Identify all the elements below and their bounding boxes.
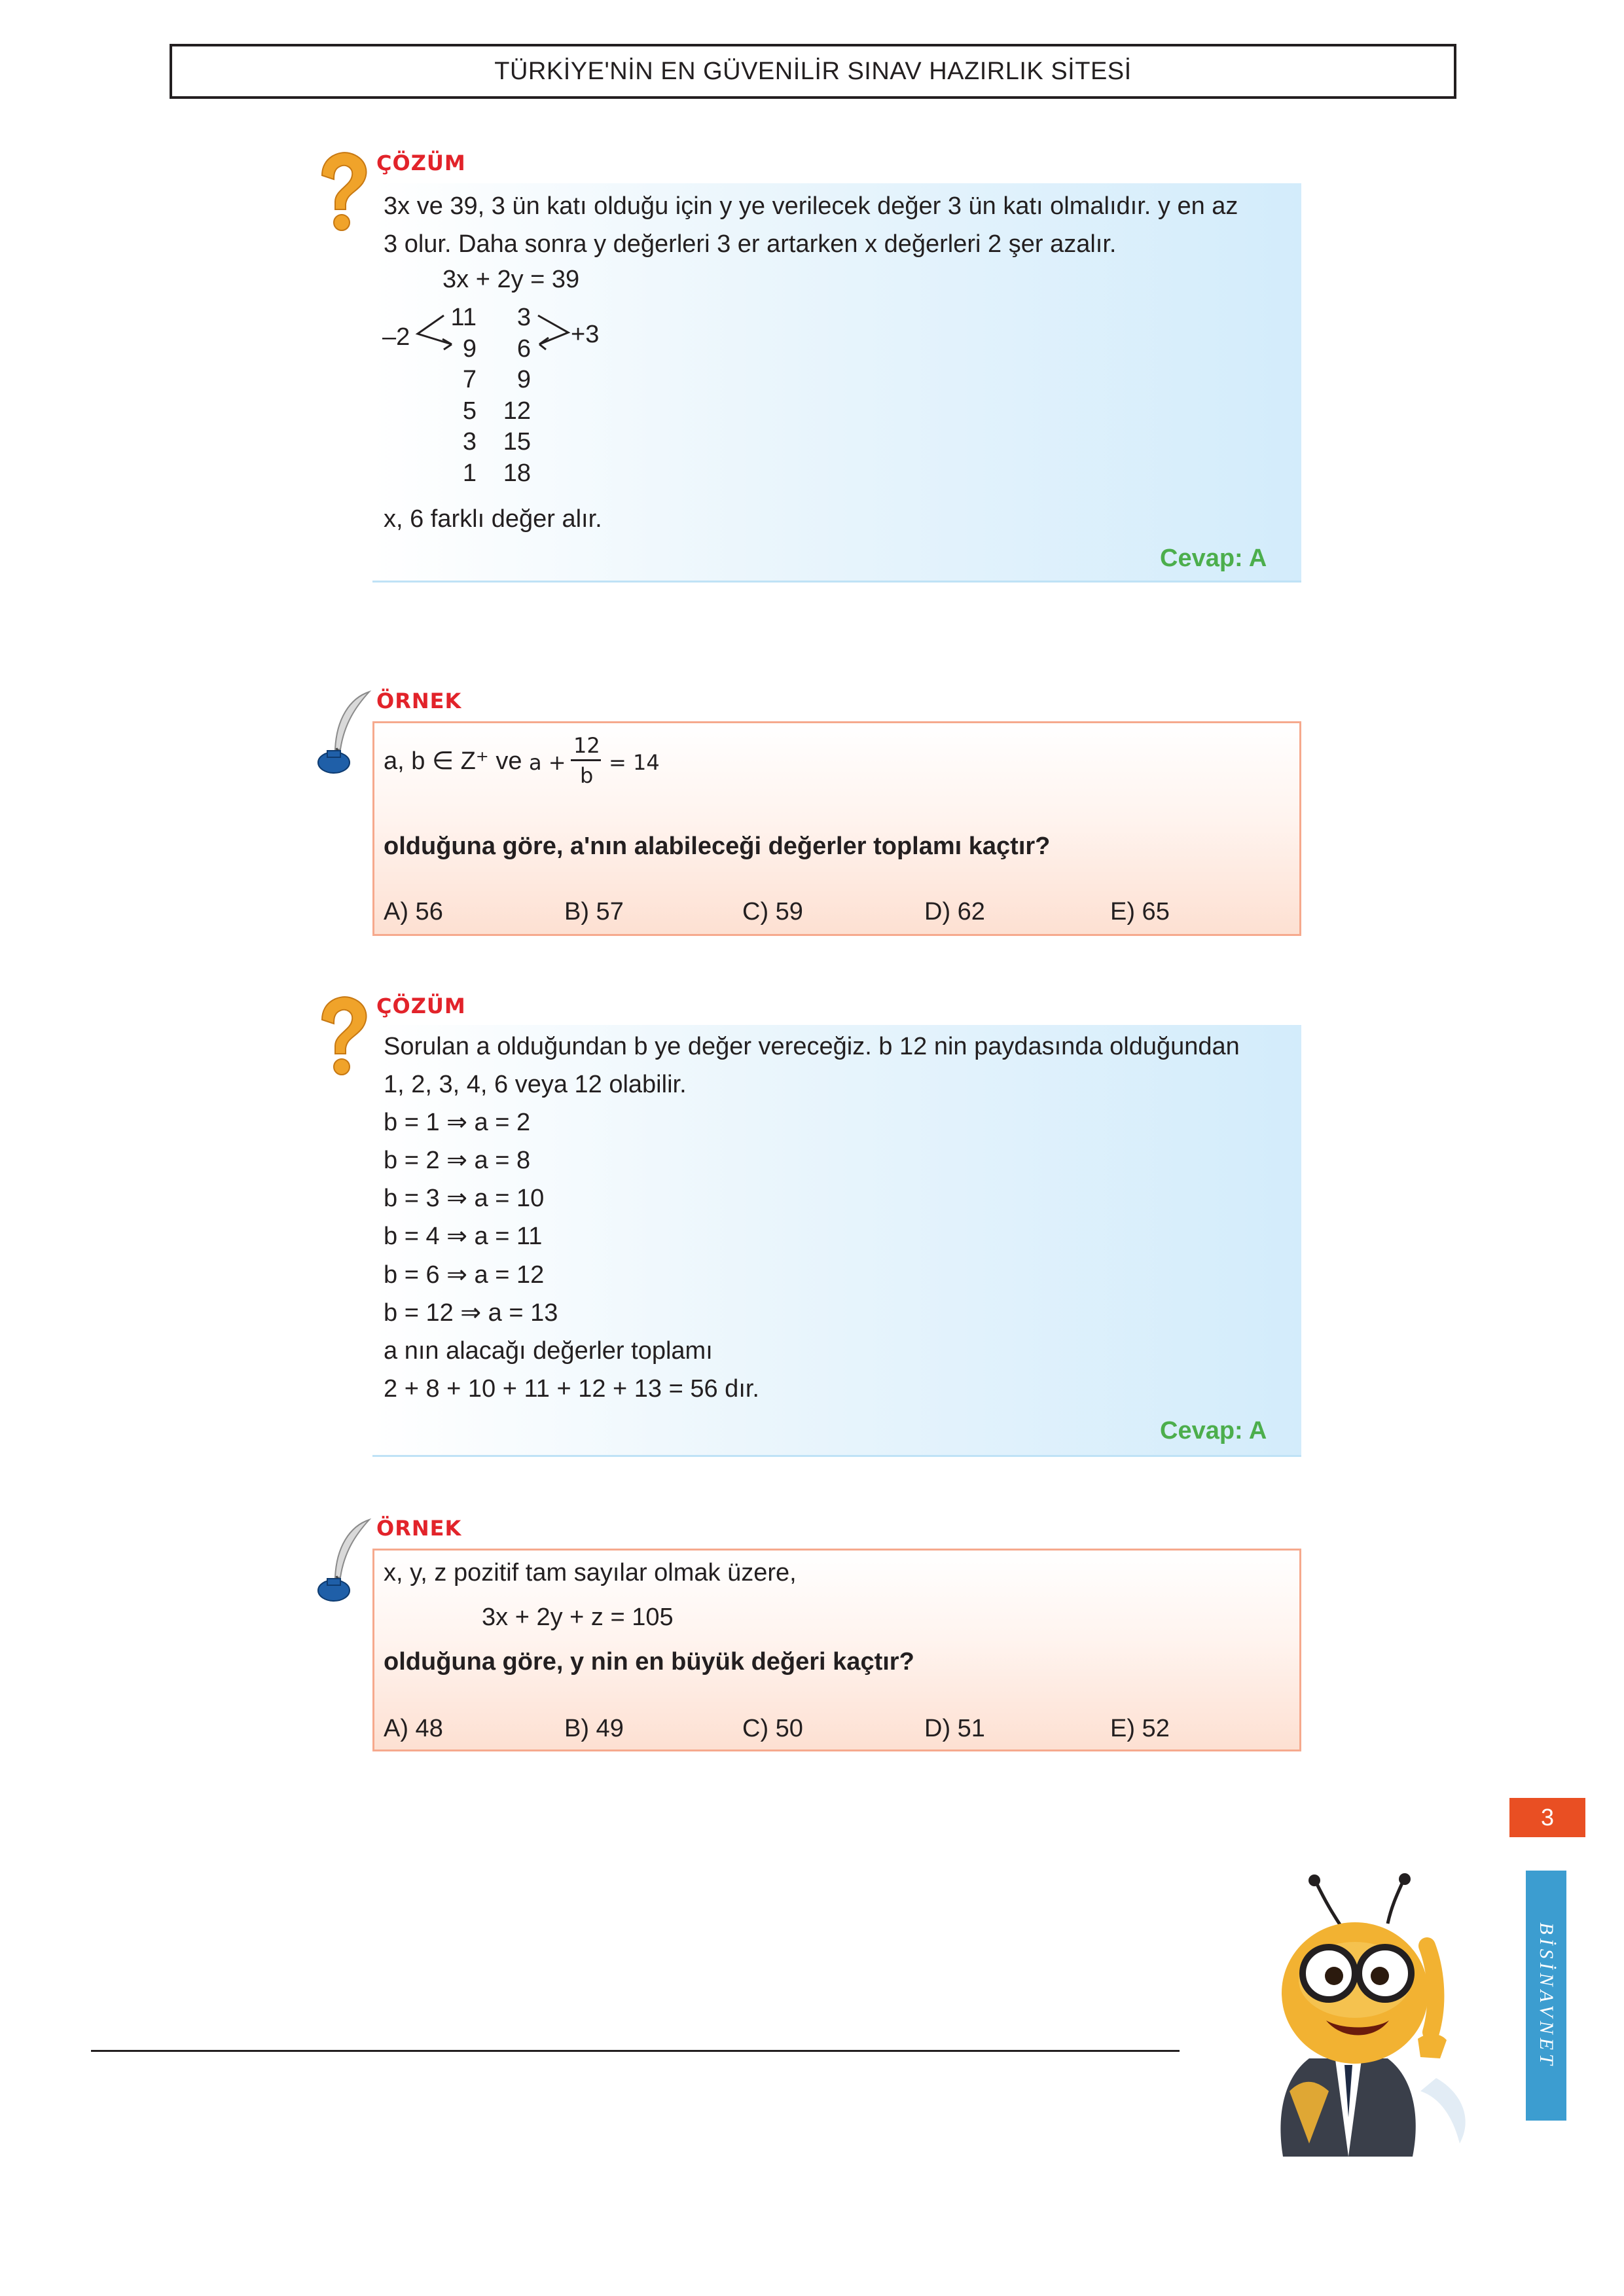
solution-line: 2 + 8 + 10 + 11 + 12 + 13 = 56 dır. bbox=[384, 1375, 759, 1403]
y-value: 12 bbox=[503, 397, 531, 425]
option-c[interactable]: C) 59 bbox=[742, 898, 803, 925]
x-value: 11 bbox=[450, 304, 477, 331]
question-mark-icon bbox=[313, 149, 373, 238]
quill-inkwell-icon bbox=[313, 1517, 373, 1602]
solution-line: b = 12 ⇒ a = 13 bbox=[384, 1299, 558, 1327]
solution-line: a nın alacağı değerler toplamı bbox=[384, 1337, 713, 1365]
question-intro: x, y, z pozitif tam sayılar olmak üzere, bbox=[384, 1559, 797, 1587]
footer-divider bbox=[91, 2050, 1180, 2052]
example-tag: ÖRNEK bbox=[376, 1516, 462, 1541]
formula-denominator: b bbox=[580, 763, 594, 788]
question-mark-icon bbox=[313, 994, 373, 1082]
bee-mascot-icon bbox=[1263, 1869, 1486, 2170]
quill-inkwell-icon bbox=[313, 689, 373, 774]
equation: 3x + 2y = 39 bbox=[442, 266, 580, 293]
solution-tag: ÇÖZÜM bbox=[376, 994, 466, 1018]
equation: 3x + 2y + z = 105 bbox=[482, 1604, 674, 1631]
solution-line: b = 1 ⇒ a = 2 bbox=[384, 1109, 531, 1136]
option-c[interactable]: C) 50 bbox=[742, 1715, 803, 1742]
formula-numerator: 12 bbox=[573, 733, 600, 758]
y-value: 18 bbox=[503, 459, 531, 487]
x-value: 7 bbox=[462, 366, 477, 393]
step-label-left: –2 bbox=[382, 323, 410, 351]
solution-tag: ÇÖZÜM bbox=[376, 151, 466, 175]
option-e[interactable]: E) 52 bbox=[1110, 1715, 1170, 1742]
question-text: olduğuna göre, y nin en büyük değeri kaçtır? bbox=[384, 1648, 914, 1676]
y-value: 6 bbox=[516, 335, 531, 363]
y-value: 15 bbox=[503, 428, 531, 456]
x-value: 5 bbox=[462, 397, 477, 425]
arrow-icon bbox=[530, 312, 576, 351]
option-d[interactable]: D) 62 bbox=[924, 898, 985, 925]
brand-bar bbox=[1526, 1871, 1566, 2121]
fraction-bar bbox=[571, 759, 601, 761]
answer-label: Cevap: A bbox=[1160, 1417, 1267, 1444]
solution-text: 3 olur. Daha sonra y değerleri 3 er artarken x değerleri 2 şer azalır. bbox=[384, 230, 1117, 258]
solution-line: b = 2 ⇒ a = 8 bbox=[384, 1147, 531, 1174]
x-value: 3 bbox=[462, 428, 477, 456]
option-d[interactable]: D) 51 bbox=[924, 1715, 985, 1742]
solution-text: 3x ve 39, 3 ün katı olduğu için y ye verilecek değer 3 ün katı olmalıdır. y en az bbox=[384, 192, 1238, 220]
conclusion: x, 6 farklı değer alır. bbox=[384, 505, 602, 533]
solution-line: b = 6 ⇒ a = 12 bbox=[384, 1261, 545, 1289]
solution-line: b = 4 ⇒ a = 11 bbox=[384, 1223, 543, 1250]
y-value: 9 bbox=[516, 366, 531, 393]
option-b[interactable]: B) 49 bbox=[564, 1715, 624, 1742]
option-a[interactable]: A) 48 bbox=[384, 1715, 443, 1742]
site-title: TÜRKİYE'NİN EN GÜVENİLİR SINAV HAZIRLIK SİTESİ bbox=[494, 57, 1132, 85]
solution-line: Sorulan a olduğundan b ye değer vereceğiz. b 12 nin paydasında olduğundan bbox=[384, 1033, 1240, 1060]
solution-line: 1, 2, 3, 4, 6 veya 12 olabilir. bbox=[384, 1071, 687, 1098]
option-e[interactable]: E) 65 bbox=[1110, 898, 1170, 925]
formula-a: a + bbox=[529, 750, 566, 775]
question-text: olduğuna göre, a'nın alabileceği değerler toplamı kaçtır? bbox=[384, 833, 1051, 860]
brand-text: BİSİNAVNET bbox=[1536, 1922, 1557, 2069]
answer-label: Cevap: A bbox=[1160, 545, 1267, 572]
y-value: 3 bbox=[516, 304, 531, 331]
x-value: 9 bbox=[462, 335, 477, 363]
page-number: 3 bbox=[1509, 1798, 1585, 1837]
site-header bbox=[170, 44, 1456, 99]
formula-rhs: = 14 bbox=[609, 750, 660, 775]
option-a[interactable]: A) 56 bbox=[384, 898, 443, 925]
x-value: 1 bbox=[462, 459, 477, 487]
option-b[interactable]: B) 57 bbox=[564, 898, 624, 925]
question-prefix: a, b ∈ Z⁺ ve bbox=[384, 747, 522, 775]
example-tag: ÖRNEK bbox=[376, 689, 462, 713]
step-label-right: +3 bbox=[571, 321, 600, 348]
solution-line: b = 3 ⇒ a = 10 bbox=[384, 1185, 545, 1212]
